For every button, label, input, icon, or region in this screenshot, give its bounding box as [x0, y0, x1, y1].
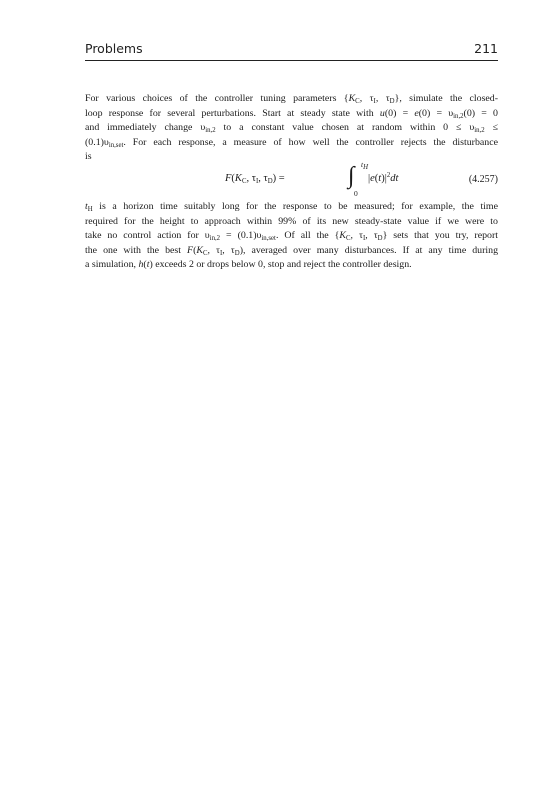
text-run: (0.1) [85, 136, 104, 148]
text-line [85, 136, 498, 151]
math-symbol: τ [359, 230, 363, 242]
math-text: (0) = 0 [463, 107, 498, 119]
math-text: (0) = [384, 107, 415, 119]
math-symbol: e [370, 173, 375, 184]
text-run: loop response for several perturbations. Start at steady state with [85, 107, 380, 119]
integral-sign-icon: ∫ [348, 163, 355, 189]
text-run: }, simulate the closed- [394, 93, 499, 104]
math-symbol: υ [103, 136, 109, 148]
text-line [85, 258, 498, 273]
math-text: ( [231, 173, 235, 184]
text-run: . Of all the { [275, 230, 340, 242]
text-run: and immediately change [85, 122, 201, 134]
text-run: } sets that you try, report [382, 230, 498, 242]
math-subscript: in,2 [474, 127, 485, 135]
text-run: required for the height to approach within 99% of its new steady-state value if we were to [85, 215, 498, 227]
math-subscript: C [355, 98, 360, 105]
math-symbol: υ [469, 122, 475, 134]
math-symbol: υ [200, 122, 206, 134]
text-run: the one with the best [85, 244, 188, 256]
text-line [85, 229, 498, 244]
math-symbol: τ [263, 173, 268, 184]
math-symbol: t [361, 160, 364, 169]
math-symbol: e [414, 107, 419, 119]
math-text: ( [374, 173, 379, 184]
equation-4-257 [85, 162, 498, 196]
math-subscript: D [234, 249, 240, 257]
math-symbol: τ [230, 244, 235, 256]
math-text: )| [381, 173, 387, 184]
math-subscript: in,set [261, 235, 276, 243]
math-symbol: τ [385, 93, 390, 104]
math-symbol: t [85, 201, 88, 212]
math-symbol: K [234, 173, 242, 184]
equation-lhs [225, 173, 285, 184]
math-symbol: K [196, 244, 203, 256]
math-subscript: D [389, 98, 395, 105]
math-sep: , [222, 244, 231, 256]
integral-lower-limit: 0 [354, 189, 358, 198]
math-subscript: H [87, 206, 93, 213]
text-run: . For each response, a measure of how well the controller rejects the disturbance [123, 136, 498, 148]
math-subscript: in,2 [205, 127, 216, 135]
math-symbol: F [187, 244, 194, 256]
math-sep: , [258, 173, 264, 184]
text-line [85, 92, 498, 107]
math-subscript: in,2 [453, 112, 464, 120]
page-number: 211 [474, 41, 498, 56]
math-subscript: I [220, 249, 223, 257]
math-subscript: in,2 [209, 235, 221, 243]
text-run: ), averaged over many disturbances. If at any time during [239, 244, 499, 256]
running-header [85, 40, 498, 61]
math-sep: , [207, 244, 217, 256]
text-line [85, 121, 498, 136]
equation-number: (4.257) [468, 174, 498, 185]
math-symbol: τ [216, 244, 221, 256]
text-line [85, 244, 498, 259]
math-symbol: K [348, 93, 356, 104]
math-symbol: K [339, 230, 346, 242]
math-symbol: τ [251, 173, 256, 184]
math-symbol: t [378, 173, 382, 184]
math-superscript: 2 [386, 172, 391, 179]
math-subscript: C [346, 235, 351, 243]
math-subscript: I [362, 235, 366, 243]
math-subscript: I [373, 98, 376, 105]
text-run: = (0.1) [220, 230, 257, 242]
text-line [85, 200, 498, 215]
integral-upper-limit [361, 160, 368, 169]
math-symbol: h [138, 259, 144, 271]
math-text: ( [193, 244, 197, 256]
paragraph-intro [85, 92, 498, 165]
math-symbol: υ [448, 107, 454, 119]
math-sep: , [350, 230, 359, 242]
text-run: is [85, 151, 92, 163]
math-subscript: I [255, 178, 259, 185]
math-symbol: υ [204, 230, 210, 242]
text-run: is a horizon time suitably long for the response to be measured; for example, the time [92, 201, 498, 212]
math-subscript: C [241, 178, 247, 185]
text-line [85, 107, 498, 122]
text-run: a simulation, [85, 259, 139, 271]
math-subscript: H [363, 164, 369, 171]
math-symbol: dt [390, 173, 399, 184]
text-run: For various choices of the controller tuning parameters { [85, 93, 349, 104]
math-symbol: τ [373, 230, 378, 242]
math-sep: , [365, 230, 374, 242]
math-subscript: D [267, 178, 273, 185]
section-title: Problems [85, 41, 143, 56]
math-text: (0) = [418, 107, 449, 119]
math-symbol: F [225, 173, 232, 184]
text-run: to a constant value chosen at random within 0 ≤ [215, 122, 470, 134]
math-symbol: τ [369, 93, 374, 104]
math-subscript: in,set [108, 141, 124, 149]
math-symbol: u [379, 107, 385, 119]
text-line [85, 215, 498, 230]
math-symbol: t [146, 259, 150, 271]
text-run: ≤ [484, 122, 498, 134]
math-sep: , [246, 173, 252, 184]
math-subscript: D [377, 235, 383, 243]
math-subscript: C [202, 249, 208, 257]
equation-integrand [368, 173, 398, 184]
math-sep: , [375, 93, 386, 104]
math-sep: , [359, 93, 370, 104]
math-symbol: υ [256, 230, 262, 242]
math-text: ( [143, 259, 147, 271]
text-run: take no control action for [85, 230, 205, 242]
paragraph-body [85, 200, 498, 273]
text-run: ) exceeds 2 or drops below 0, stop and reject the controller design. [149, 259, 412, 271]
math-text: | [368, 173, 371, 184]
math-text: ) = [272, 173, 285, 184]
